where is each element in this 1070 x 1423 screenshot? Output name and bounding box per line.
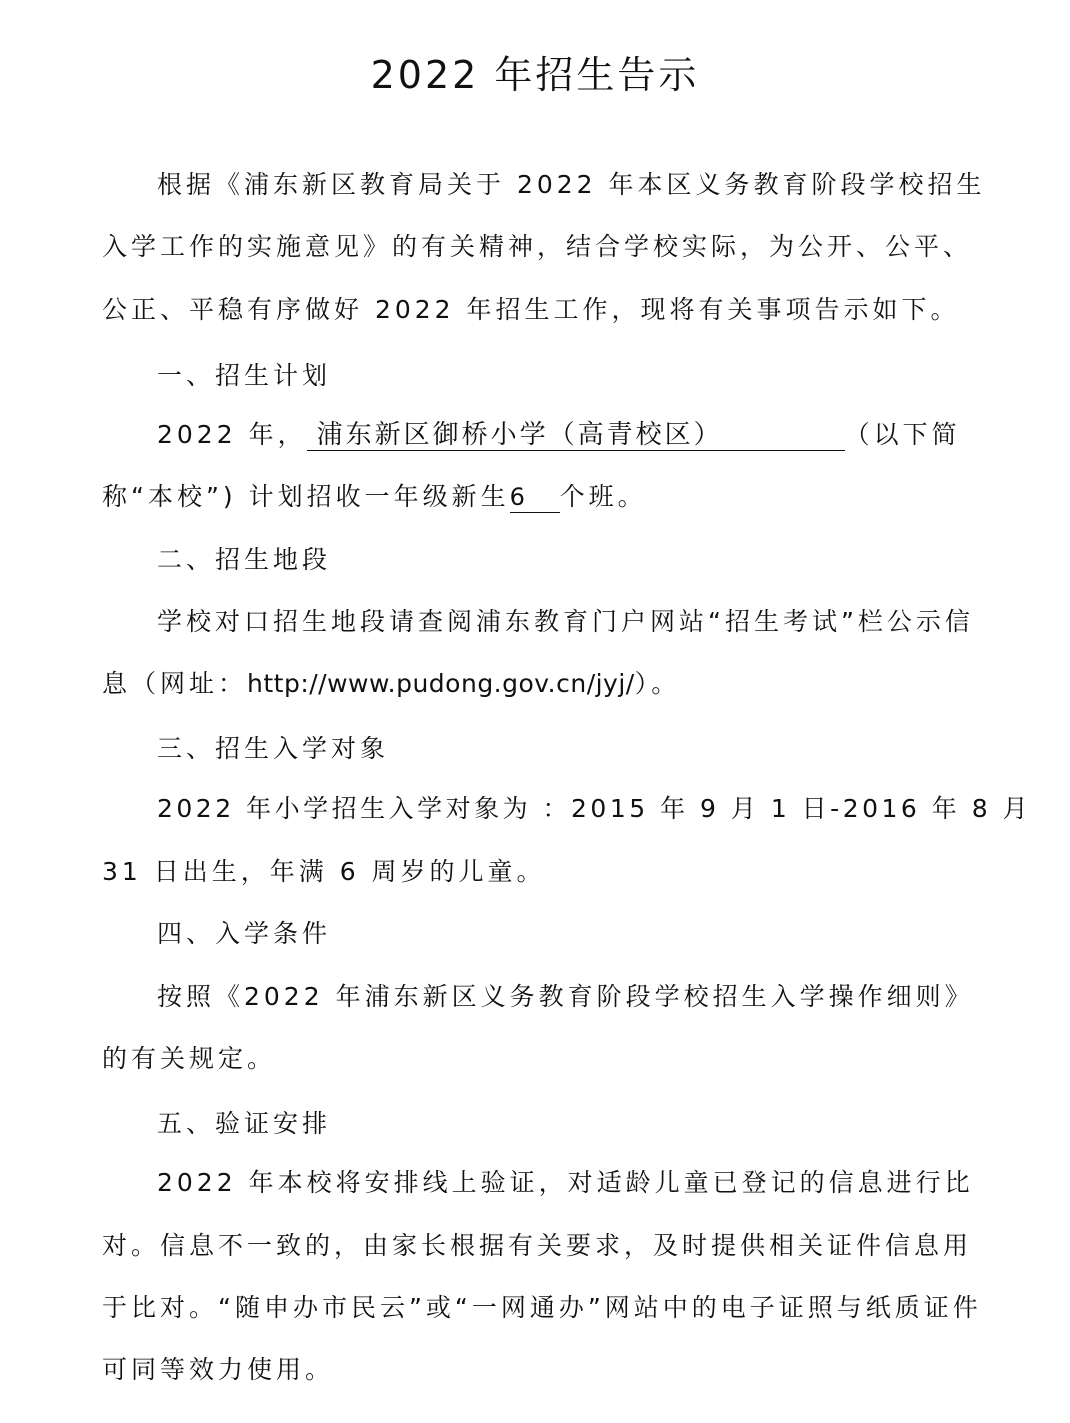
section-3-heading: 三、招生入学对象 <box>157 734 390 763</box>
section-4-line-1: 按照《2022 年浦东新区义务教育阶段学校招生入学操作细则》 <box>157 982 974 1011</box>
education-portal-url: http://www.pudong.gov.cn/jyj/ <box>247 669 635 698</box>
section-5-line-1: 2022 年本校将安排线上验证，对适龄儿童已登记的信息进行比 <box>157 1168 974 1197</box>
section-4-heading: 四、入学条件 <box>157 919 332 948</box>
section-1-year-prefix: 2022 年， <box>157 420 307 449</box>
section-5-line-3: 于比对。“随申办市民云”或“一网通办”网站中的电子证照与纸质证件 <box>102 1293 982 1322</box>
section-2-line-2 <box>102 667 952 701</box>
section-1-line-2-prefix: 称“本校”) 计划招收一年级新生 <box>102 482 510 511</box>
section-5-line-2: 对。信息不一致的，由家长根据有关要求，及时提供相关证件信息用 <box>102 1231 973 1260</box>
page-title: 2022 年招生告示 <box>370 53 700 97</box>
school-name-field: 浦东新区御桥小学（高青校区） <box>307 420 845 451</box>
section-1-heading: 一、招生计划 <box>157 361 332 390</box>
section-1-line-2-suffix: 个班。 <box>559 482 647 511</box>
section-4-line-2: 的有关规定。 <box>102 1044 277 1073</box>
intro-line-1: 根据《浦东新区教育局关于 2022 年本区义务教育阶段学校招生 <box>157 170 986 199</box>
section-3-line-2: 31 日出生，年满 6 周岁的儿童。 <box>102 857 546 886</box>
section-1-line-1 <box>157 418 1007 452</box>
intro-line-3: 公正、平稳有序做好 2022 年招生工作，现将有关事项告示如下。 <box>102 295 960 324</box>
intro-line-2: 入学工作的实施意见》的有关精神，结合学校实际，为公开、公平、 <box>102 232 973 261</box>
section-2-line-2-suffix: ）。 <box>634 669 681 698</box>
section-1-abbrev: （以下简 <box>844 420 961 449</box>
section-5-line-4: 可同等效力使用。 <box>102 1355 335 1384</box>
section-2-heading: 二、招生地段 <box>157 545 332 574</box>
section-2-line-2-prefix: 息（网址： <box>102 669 248 698</box>
section-1-line-2 <box>102 480 952 514</box>
section-3-line-1: 2022 年小学招生入学对象为 ：2015 年 9 月 1 日-2016 年 8 月 <box>157 794 1032 823</box>
class-count-field: 6 <box>510 482 560 513</box>
section-2-line-1: 学校对口招生地段请查阅浦东教育门户网站“招生考试”栏公示信 <box>157 607 974 636</box>
section-5-heading: 五、验证安排 <box>157 1109 332 1138</box>
